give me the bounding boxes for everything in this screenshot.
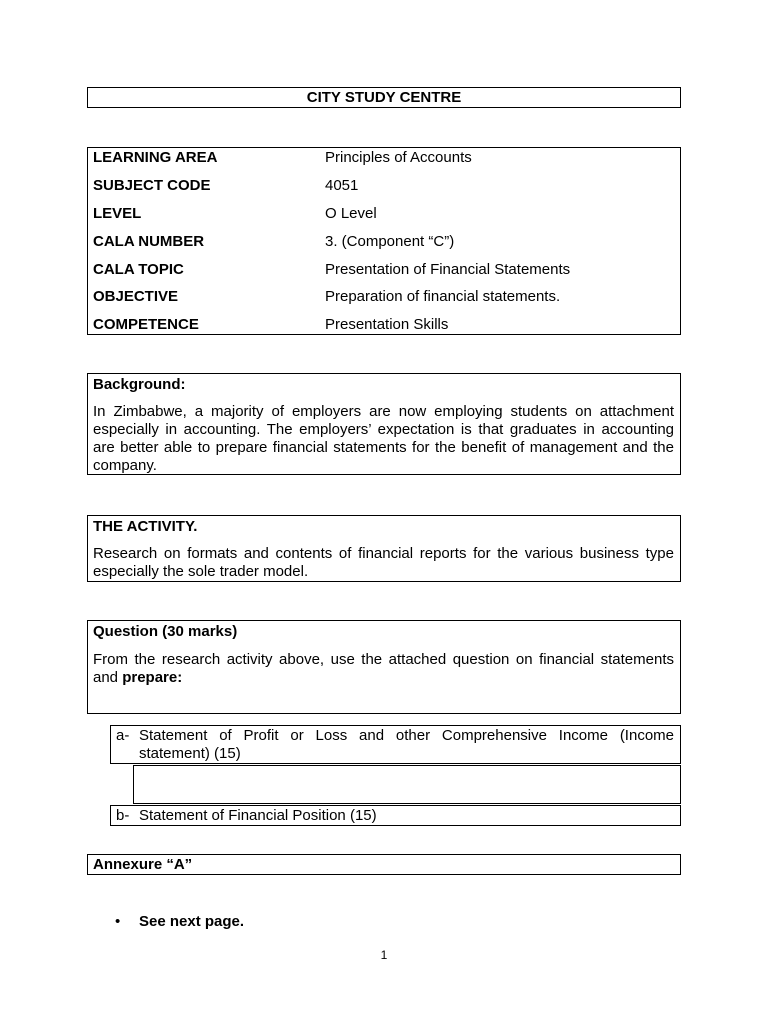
info-value: Presentation of Financial Statements: [325, 261, 571, 278]
info-value: 4051: [325, 177, 359, 194]
info-value: Presentation Skills: [325, 316, 449, 333]
info-label: LEARNING AREA: [93, 149, 218, 166]
question-section: [87, 620, 681, 714]
info-label: CALA NUMBER: [93, 233, 205, 250]
title-box: [87, 87, 681, 108]
info-table: [87, 147, 681, 335]
question-text: [93, 651, 674, 687]
annexure-label: Annexure “A”: [93, 856, 193, 873]
background-text: In Zimbabwe, a majority of employers are now employing students on attachment especially in accounting. The employers’ expectation is that graduates in accounting are better able to prepare financial statements for the benefit of management and the company.: [93, 403, 674, 474]
item-marker: b-: [116, 807, 130, 824]
activity-text: Research on formats and contents of financial reports for the various business type especially the sole trader model.: [93, 545, 674, 580]
bullet-icon: •: [115, 913, 121, 930]
info-value: Preparation of financial statements.: [325, 288, 561, 305]
background-heading: Background:: [93, 376, 186, 393]
item-text: Statement of Financial Position (15): [139, 807, 377, 824]
item-marker: a-: [116, 727, 130, 744]
item-a: [110, 725, 681, 764]
empty-answer-box: [133, 765, 681, 804]
activity-section: [87, 515, 681, 582]
info-label: COMPETENCE: [93, 316, 199, 333]
info-label: OBJECTIVE: [93, 288, 179, 305]
page-number: 1: [380, 948, 388, 962]
question-text-plain: From the research activity above, use the attached question on financial statements and: [93, 651, 674, 686]
activity-heading: THE ACTIVITY.: [93, 518, 198, 535]
info-label: LEVEL: [93, 205, 142, 222]
item-b: [110, 805, 681, 826]
bullet-text: See next page.: [139, 913, 245, 930]
annexure-box: [87, 854, 681, 875]
info-label: SUBJECT CODE: [93, 177, 211, 194]
info-value: O Level: [325, 205, 377, 222]
item-text: Statement of Profit or Loss and other Comprehensive Income (Income statement) (15): [139, 727, 674, 762]
question-heading: Question (30 marks): [93, 623, 238, 640]
info-value: 3. (Component “C”): [325, 233, 455, 250]
info-value: Principles of Accounts: [325, 149, 472, 166]
question-text-bold: prepare:: [122, 669, 183, 686]
info-label: CALA TOPIC: [93, 261, 184, 278]
document-title: CITY STUDY CENTRE: [306, 89, 462, 106]
background-section: [87, 373, 681, 475]
